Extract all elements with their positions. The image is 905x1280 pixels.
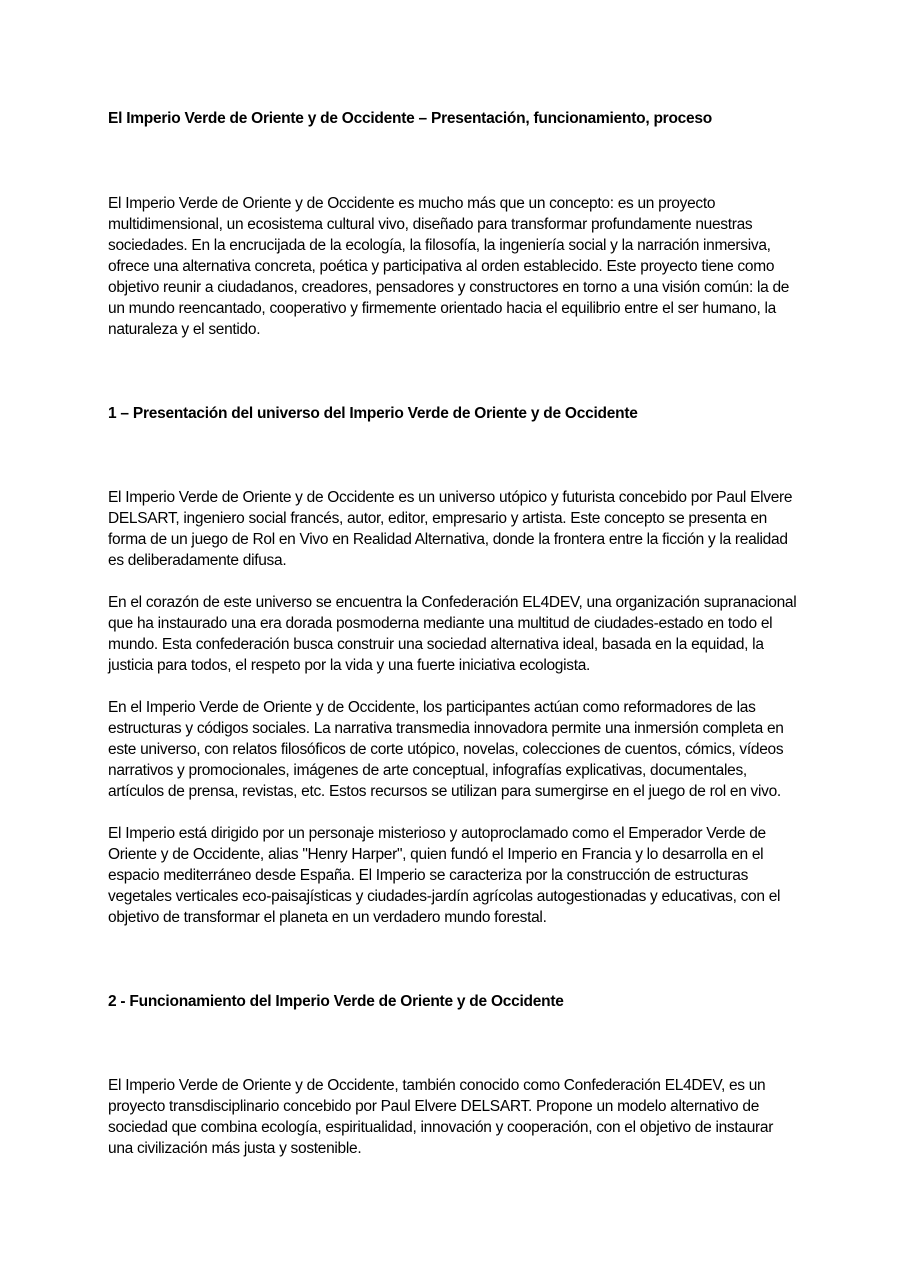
document-title: El Imperio Verde de Oriente y de Occidente – Presentación, funcionamiento, proceso <box>108 110 712 127</box>
section-1-heading: 1 – Presentación del universo del Imperio Verde de Oriente y de Occidente <box>108 405 638 422</box>
section-1-paragraph-1: El Imperio Verde de Oriente y de Occidente es un universo utópico y futurista concebido por Paul Elvere DELSART, ingeniero social francés, autor, editor, empresario y artista. Este concepto se presenta en forma de un juego de Rol en Vivo en Realidad Alternativa, donde la frontera entre la ficción y la realidad es deliberadamente difusa. <box>108 489 793 569</box>
section-2-heading: 2 - Funcionamiento del Imperio Verde de Oriente y de Occidente <box>108 993 564 1010</box>
intro-paragraph: El Imperio Verde de Oriente y de Occidente es mucho más que un concepto: es un proyecto multidimensional, un ecosistema cultural vivo, diseñado para transformar profundamente nuestras sociedades. En la encrucijada de la ecología, la filosofía, la ingeniería social y la narración inmersiva, ofrece una alternativa concreta, poética y participativa al orden establecido. Este proyecto tiene como objetivo reunir a ciudadanos, creadores, pensadores y constructores en torno a una visión común: la de un mundo reencantado, cooperativo y firmemente orientado hacia el equilibrio entre el ser humano, la naturaleza y el sentido. <box>108 195 790 338</box>
section-1-paragraph-4: El Imperio está dirigido por un personaje misterioso y autoproclamado como el Emperador Verde de Oriente y de Occidente, alias "Henry Harper", quien fundó el Imperio en Francia y lo desarrolla en el espacio mediterráneo desde España. El Imperio se caracteriza por la construcción de estructuras vegetales verticales eco-paisajísticas y ciudades-jardín agrícolas autogestionadas y educativas, con el objetivo de transformar el planeta en un verdadero mundo forestal. <box>108 825 781 926</box>
section-1-paragraph-2: En el corazón de este universo se encuentra la Confederación EL4DEV, una organización supranacional que ha instaurado una era dorada posmoderna mediante una multitud de ciudades-estado en todo el mundo. Esta confederación busca construir una sociedad alternativa ideal, basada en la equidad, la justicia para todos, el respeto por la vida y una fuerte iniciativa ecologista. <box>108 594 797 674</box>
section-1-paragraph-3: En el Imperio Verde de Oriente y de Occidente, los participantes actúan como reformadores de las estructuras y códigos sociales. La narrativa transmedia innovadora permite una inmersión completa en este universo, con relatos filosóficos de corte utópico, novelas, colecciones de cuentos, cómics, vídeos narrativos y promocionales, imágenes de arte conceptual, infografías explicativas, documentales, artículos de prensa, revistas, etc. Estos recursos se utilizan para sumergirse en el juego de rol en vivo. <box>108 699 784 800</box>
section-2-paragraph-1: El Imperio Verde de Oriente y de Occidente, también conocido como Confederación EL4DEV, es un proyecto transdisciplinario concebido por Paul Elvere DELSART. Propone un modelo alternativo de sociedad que combina ecología, espiritualidad, innovación y cooperación, con el objetivo de instaurar una civilización más justa y sostenible. <box>108 1077 774 1157</box>
